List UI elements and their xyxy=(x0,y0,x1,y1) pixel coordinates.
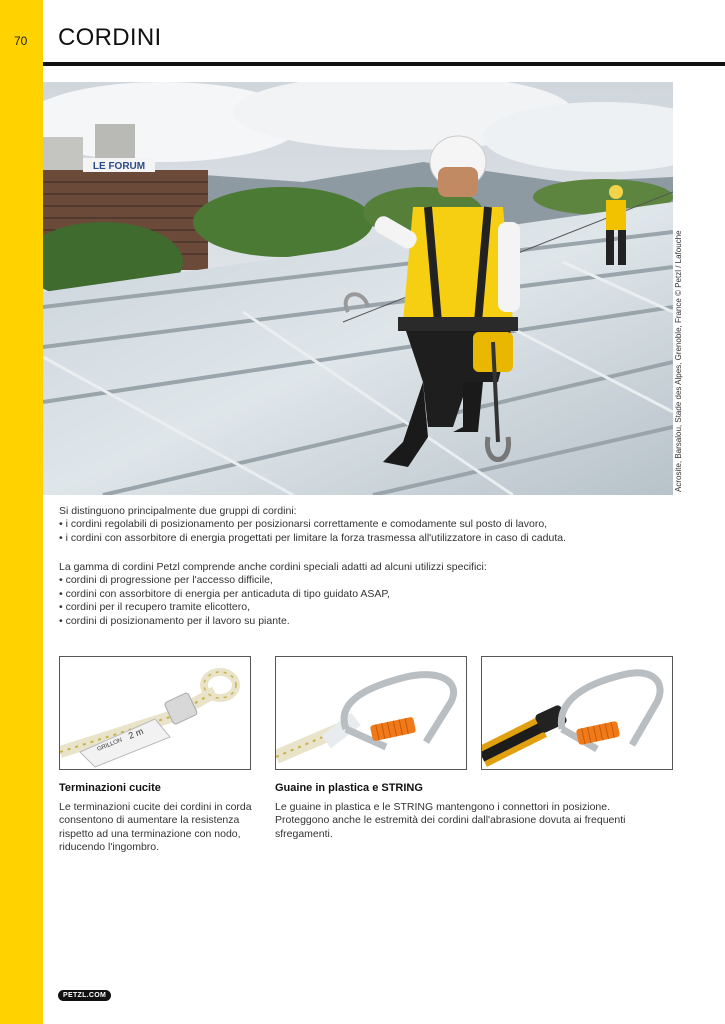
feature-text-sleeve: Le guaine in plastica e le STRING mantengono i connettori in posizione. Proteggono anche le estremità dei cordini dall'abrasione dovuta ai frequenti sfregamenti. xyxy=(275,801,626,840)
feature-title-sewn: Terminazioni cucite xyxy=(59,782,161,794)
intro-section xyxy=(59,505,659,545)
page-title: CORDINI xyxy=(58,24,162,51)
thumb-string xyxy=(481,656,673,770)
hero-photo xyxy=(43,82,673,495)
list-item: • cordini per il recupero tramite elicottero, xyxy=(59,601,659,614)
range-section xyxy=(59,561,659,628)
title-rule xyxy=(43,62,725,66)
feature-title-sleeve: Guaine in plastica e STRING xyxy=(275,782,423,794)
thumb-label-brand: GRILLON xyxy=(96,737,124,753)
list-item: • cordini di posizionamento per il lavoro su piante. xyxy=(59,615,659,628)
photo-credit: Acrosite, Barsalou, Stade des Alpes, Grenoble, France © Petzl / Lafouche xyxy=(674,230,683,492)
petzl-badge: PETZL.COM xyxy=(58,990,111,1001)
intro-lead: Si distinguono principalmente due gruppi di cordini: xyxy=(59,505,297,517)
building-sign: LE FORUM xyxy=(92,161,146,172)
thumb-label-length: 2 m xyxy=(127,725,145,741)
list-item: • i cordini regolabili di posizionamento per posizionarsi correttamente e comodamente sul posto di lavoro, xyxy=(59,518,659,531)
yellow-side-band xyxy=(0,0,43,1024)
range-list xyxy=(59,574,659,628)
thumb-sewn-termination xyxy=(59,656,251,770)
list-item: • cordini con assorbitore di energia per anticaduta di tipo guidato ASAP, xyxy=(59,588,659,601)
intro-list xyxy=(59,518,659,545)
thumb-plastic-sleeve xyxy=(275,656,467,770)
range-lead: La gamma di cordini Petzl comprende anche cordini speciali adatti ad alcuni utilizzi specifici: xyxy=(59,561,487,573)
page-number: 70 xyxy=(14,34,28,48)
list-item: • i cordini con assorbitore di energia progettati per limitare la forza trasmessa all'utilizzatore in caso di caduta. xyxy=(59,532,659,545)
list-item: • cordini di progressione per l'accesso difficile, xyxy=(59,574,659,587)
feature-text-sewn: Le terminazioni cucite dei cordini in corda consentono di aumentare la resistenza rispetto ad una terminazione con nodo, riducendo l'ingombro. xyxy=(59,801,252,854)
